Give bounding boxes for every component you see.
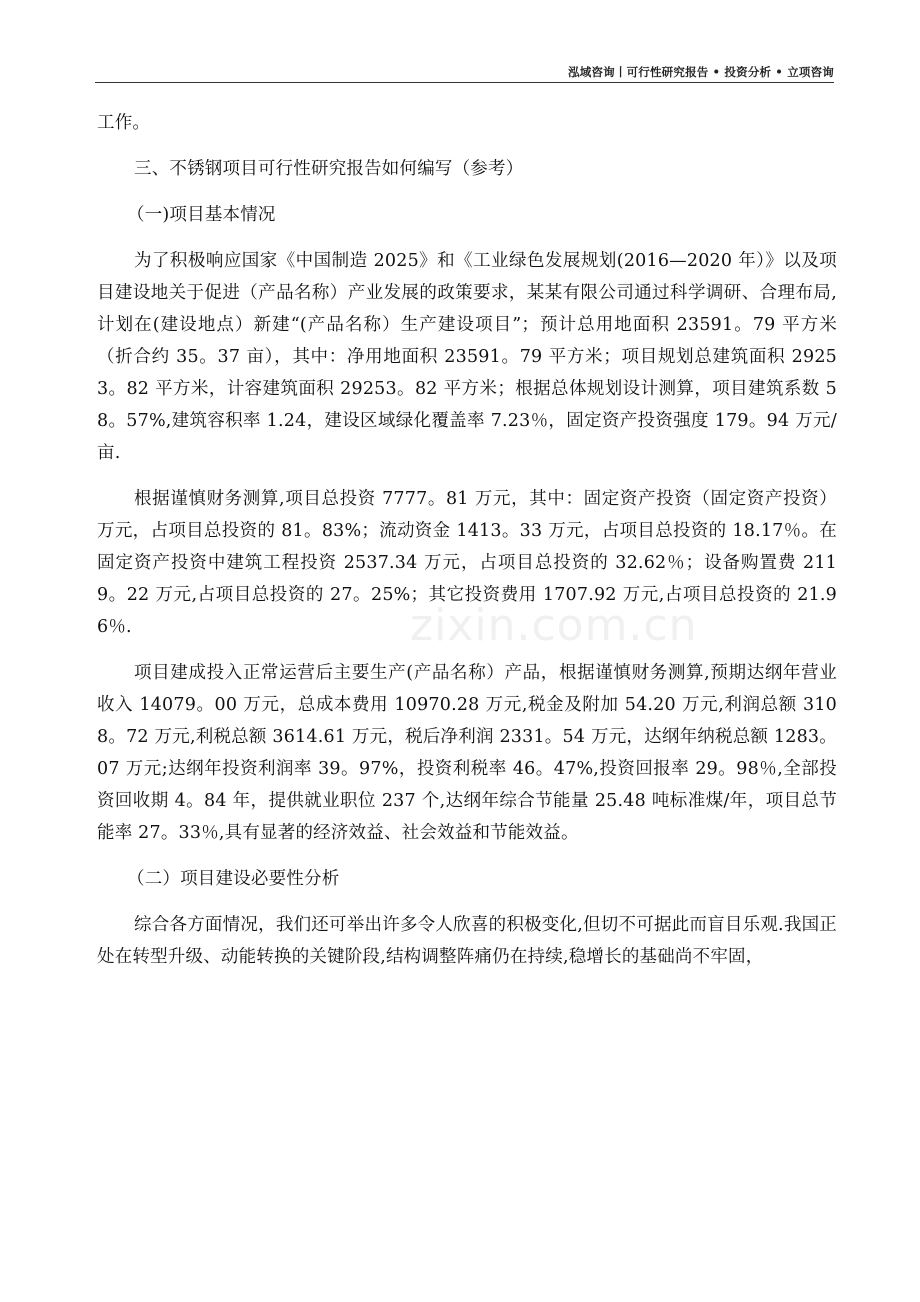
page-header: [95, 64, 834, 83]
watermark: zixin.com.cn: [410, 600, 698, 651]
paragraph-project-overview: 为了积极响应国家《中国制造 2025》和《工业绿色发展规划(2016—2020 年）》以及项目建设地关于促进（产品名称）产业发展的政策要求，某某有限公司通过科学调研、合理布局,计划在(建设地点）新建“(产品名称）生产建设项目”；预计总用地面积 23591。79 平方米（折合约 35。37 亩），其中：净用地面积 23591。79 平方米；项目规划总建筑面积 29253。82 平方米，计容建筑面积 29253。82 平方米；根据总体规划设计测算，项目建筑系数 58。57%,建筑容积率 1.24，建设区域绿化覆盖率 7.23％，固定资产投资强度 179。94 万元/亩.: [97, 251, 837, 463]
paragraph-investment: 根据谨慎财务测算,项目总投资 7777。81 万元，其中：固定资产投资（固定资产投资）万元，占项目总投资的 81。83%；流动资金 1413。33 万元，占项目总投资的 18.17％。在固定资产投资中建筑工程投资 2537.34 万元，占项目总投资的 32.62％；设备购置费 2119。22 万元,占项目总投资的 27。25%；其它投资费用 1707.92 万元,占项目总投资的 21.96％.: [97, 489, 837, 637]
header-text: 泓域咨询丨可行性研究报告 • 投资分析 • 立项咨询: [568, 65, 834, 79]
document-body: [97, 107, 837, 987]
paragraph-continuation: 工作。: [97, 113, 151, 133]
section-heading: 三、不锈钢项目可行性研究报告如何编写（参考）: [134, 159, 524, 179]
subsection-heading-basic-info: （一)项目基本情况: [127, 205, 276, 225]
paragraph-revenue: 项目建成投入正常运营后主要生产(产品名称）产品，根据谨慎财务测算,预期达纲年营业收入 14079。00 万元，总成本费用 10970.28 万元,税金及附加 54.20 万元,利润总额 3108。72 万元,利税总额 3614.61 万元，税后净利润 2331。54 万元，达纲年纳税总额 1283。07 万元;达纲年投资利润率 39。97%，投资利税率 46。47%,投资回报率 29。98％,全部投资回收期 4。84 年，提供就业职位 237 个,达纲年综合节能量 25.48 吨标准煤/年，项目总节能率 27。33％,具有显著的经济效益、社会效益和节能效益。: [97, 663, 837, 843]
paragraph-necessity: 综合各方面情况，我们还可举出许多令人欣喜的积极变化,但切不可据此而盲目乐观.我国正处在转型升级、动能转换的关键阶段,结构调整阵痛仍在持续,稳增长的基础尚不牢固，: [97, 915, 837, 967]
subsection-heading-necessity: （二）项目建设必要性分析: [127, 869, 340, 889]
